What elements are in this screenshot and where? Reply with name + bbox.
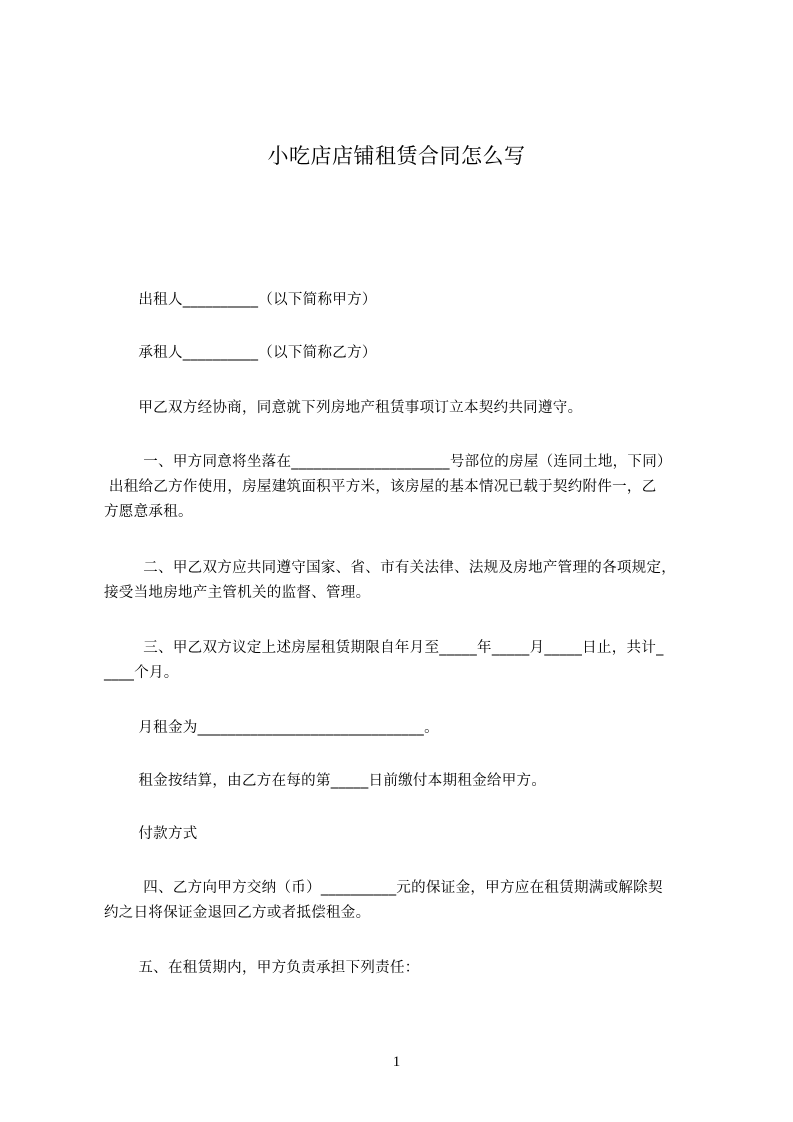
- monthly-rent-line: 月租金为______________________________。: [104, 720, 439, 736]
- rent-payment-line: 租金按结算，由乙方在每的第_____日前缴付本期租金给甲方。: [104, 773, 547, 789]
- page-number: 1: [392, 1054, 401, 1070]
- payment-method-line: 付款方式: [104, 826, 198, 842]
- clause-4: 四、乙方向甲方交纳（币）__________元的保证金，甲方应在租赁期满或解除契 约之日将保证金退回乙方或者抵偿租金。: [104, 880, 663, 921]
- document-title: 小吃店店铺租赁合同怎么写: [267, 144, 526, 168]
- lessor-line: 出租人__________（以下简称甲方）: [104, 292, 377, 308]
- clause-2: 二、甲乙双方应共同遵守国家、省、市有关法律、法规及房地产管理的各项规定， 接受当地房地产主管机关的监督、管理。: [104, 560, 677, 601]
- clause-3: 三、甲乙双方议定上述房屋租赁期限自年月至_____年_____月_____日止，共计_ ____个月。: [104, 640, 664, 681]
- lessee-line: 承租人__________（以下简称乙方）: [104, 345, 377, 361]
- clause-5: 五、在租赁期内，甲方负责承担下列责任：: [104, 960, 420, 976]
- clause-1: 一、甲方同意将坐落在_____________________号部位的房屋（连同土地，下同） 出租给乙方作使用，房屋建筑面积平方米，该房屋的基本情况已载于契约附件一，乙 方愿意承租。: [104, 454, 672, 520]
- agreement-intro: 甲乙双方经协商，同意就下列房地产租赁事项订立本契约共同遵守。: [104, 400, 583, 416]
